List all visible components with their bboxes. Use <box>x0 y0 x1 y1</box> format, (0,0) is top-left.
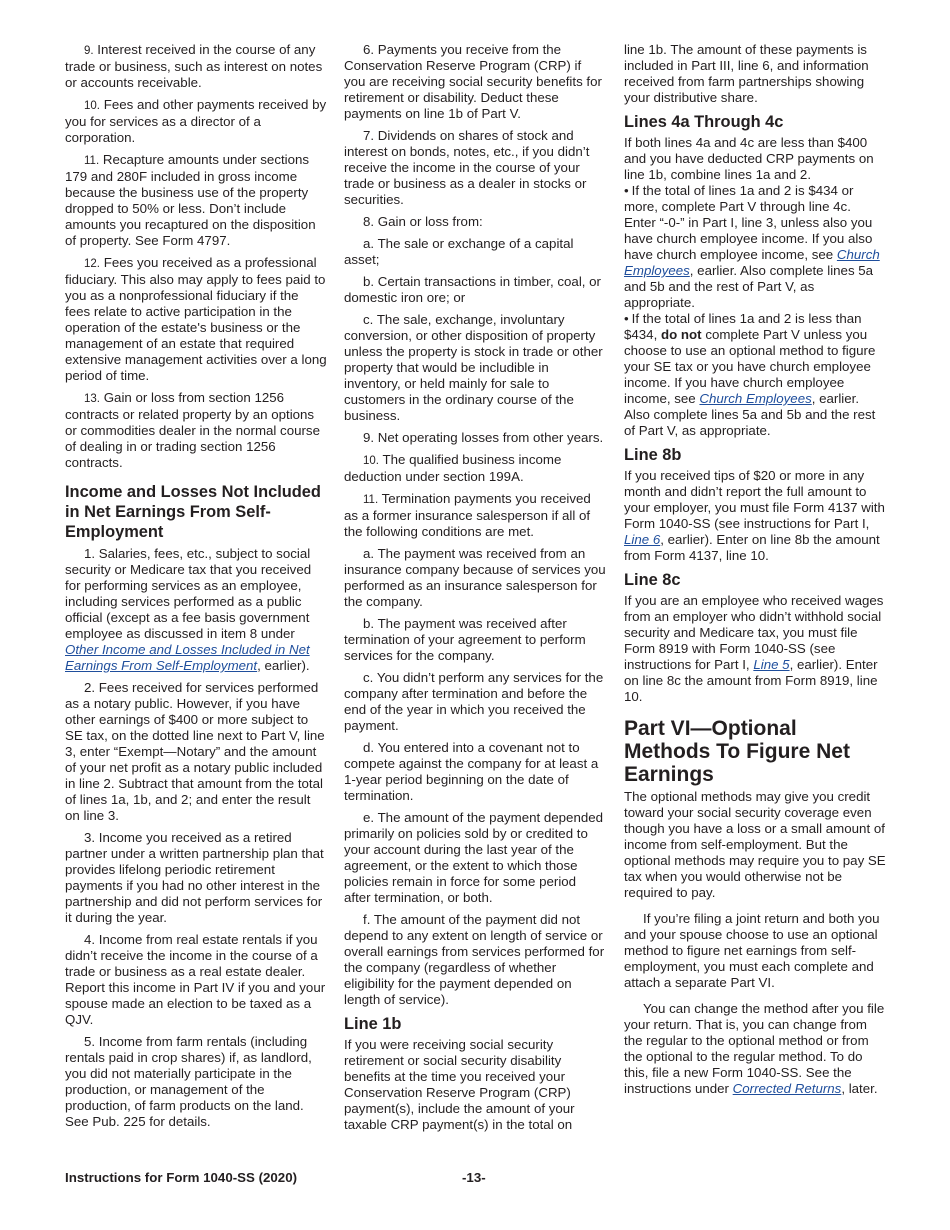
column-2 <box>344 42 606 1139</box>
bullet-item: • If the total of lines 1a and 2 is $434 or more, complete Part V through line 4c. Enter “-0-” in Part I, line 3, unless also you have church employee income. If you also have church employee income, see Church Employees, earlier. Also complete lines 5a and 5b and the rest of Part V, as appropriate. <box>624 183 880 310</box>
list-item: 7. Dividends on shares of stock and interest on bonds, notes, etc., if you didn’t receive the income in the course of your trade or business as a dealer in stocks or securities. <box>344 128 590 207</box>
lines-4-intro: If both lines 4a and 4c are less than $400 and you have deducted CRP payments on line 1b, combine lines 1a and 2. <box>624 135 874 182</box>
bullet-item: • If the total of lines 1a and 2 is less than $434, do not complete Part V unless you choose to use an optional method to figure your SE tax or you have church employee income. If you have church employee income, see Church Employees, earlier. Also complete lines 5a and 5b and the rest of Part V, as appropriate. <box>624 311 876 438</box>
list-item: c. You didn’t perform any services for the company after termination and before the end of the year in which you received the payment. <box>344 670 604 733</box>
link-other-income[interactable]: Other Income and Losses Included in Net Earnings From Self-Employment <box>65 642 310 673</box>
bullet-icon: • <box>624 311 629 326</box>
list-item: 6. Payments you receive from the Conservation Reserve Program (CRP) if you are receiving social security benefits for retirement or disability. Deduct these payments on line 1b of Part V. <box>344 42 602 121</box>
line-8b-text: If you received tips of $20 or more in any month and didn’t report the full amount to your employer, you must file Form 4137 with Form 1040-SS (see instructions for Part I, Line 6, earlier). Enter on line 8b the amount from Form 4137, line 10. <box>624 468 885 563</box>
section-heading: Income and Losses Not Included in Net Earnings From Self-Employment <box>65 483 321 541</box>
page-number: -13- <box>462 1170 486 1185</box>
list-item: a. The sale or exchange of a capital asset; <box>344 236 574 267</box>
footer-title: Instructions for Form 1040-SS (2020) <box>65 1170 298 1185</box>
list-item: 9. Interest received in the course of any trade or business, such as interest on notes or accounts receivable. <box>65 42 323 90</box>
list-item: b. The payment was received after termination of your agreement to perform services for the company. <box>344 616 586 663</box>
line-1b-text: If you were receiving social security retirement or social security disability benefits at the time you received your Conservation Reserve Program (CRP) payment(s), include the amount of your taxable CRP payment(s) in the total on <box>344 1037 575 1132</box>
column-1 <box>65 42 327 1136</box>
link-church-employees[interactable]: Church Employees <box>699 391 812 406</box>
part-vi-para: If you’re filing a joint return and both you and your spouse choose to use an optional method to figure net earnings from self-employment, you must each complete and attach a separate Part VI. <box>624 911 880 990</box>
list-item: 1. Salaries, fees, etc., subject to social security or Medicare tax that you received for performing services as an employee, including services performed as a public official (except as a fee basis government employee as discussed in item 8 under Other Income and Losses Included in Net Earnings From Self-Employment, earlier). <box>65 546 312 673</box>
list-item: 2. Fees received for services performed as a notary public. However, if you have other earnings of $400 or more subject to SE tax, on the dotted line next to Part V, line 3, enter “Exempt—Notary” and the amount of your net profit as a notary public included in line 2. Subtract that amount from the total of lines 1a, 1b, and 2; and enter the result on line 3. <box>65 680 325 823</box>
list-item: 10. The qualified business income deduction under section 199A. <box>344 452 562 484</box>
part-vi-para: You can change the method after you file your return. That is, you can change from the regular to the optional method or from the optional to the regular method. To do this, file a new Form 1040-SS. See the instructions under Corrected Returns, later. <box>624 1001 885 1096</box>
line-8b-heading: Line 8b <box>624 446 682 464</box>
line-8c-heading: Line 8c <box>624 571 681 589</box>
list-item: 13. Gain or loss from section 1256 contracts or related property by an options or commodities dealer in the normal course of dealing in or trading section 1256 contracts. <box>65 390 320 470</box>
list-item: 9. Net operating losses from other years. <box>363 430 604 445</box>
link-line-6[interactable]: Line 6 <box>624 532 661 547</box>
link-line-5[interactable]: Line 5 <box>753 657 790 672</box>
line-8c-text: If you are an employee who received wages from an employer who didn’t withhold social security and Medicare tax, you must file Form 8919 with Form 1040-SS (see instructions for Part I, Line 5, earlier). Enter on line 8c the amount from Form 8919, line 10. <box>624 593 884 704</box>
list-item: 12. Fees you received as a professional fiduciary. This also may apply to fees paid to you as a nonprofessional fiduciary if the fees relate to active participation in the operation of the estate's business or the management of an estate that required extensive management activities over a long period of time. <box>65 255 327 383</box>
list-item: 10. Fees and other payments received by you for services as a director of a corporation. <box>65 97 327 145</box>
part-vi-para: The optional methods may give you credit toward your social security coverage even though you have a loss or a small amount of income from self-employment. But the optional methods may require you to pay SE tax when you would otherwise not be required to pay. <box>624 789 886 900</box>
list-item: 11. Termination payments you received as a former insurance salesperson if all of the following conditions are met. <box>344 491 591 539</box>
list-item: 8. Gain or loss from: <box>363 214 483 229</box>
bullet-icon: • <box>624 183 629 198</box>
list-item: 11. Recapture amounts under sections 179 and 280F included in gross income because the business use of the property dropped to 50% or less. Don’t include amounts you recaptured on the disposition of property. See Form 4797. <box>65 152 316 248</box>
list-item: b. Certain transactions in timber, coal, or domestic iron ore; or <box>344 274 601 305</box>
list-item: d. You entered into a covenant not to compete against the company for at least a 1-year period beginning on the date of termination. <box>344 740 599 803</box>
lines-4a-4c-heading: Lines 4a Through 4c <box>624 113 784 131</box>
list-item: c. The sale, exchange, involuntary conversion, or other disposition of property unless the property is stock in trade or other property that would be includible in inventory, or held mainly for sale to customers in the ordinary course of the business. <box>344 312 603 423</box>
list-item: e. The amount of the payment depended primarily on policies sold by or credited to your account during the last year of the agreement, or the extent to which those policies remain in force for some period after termination, or both. <box>344 810 604 905</box>
link-church-employees[interactable]: Church Employees <box>624 247 880 278</box>
column-3 <box>624 42 886 1105</box>
link-corrected-returns[interactable]: Corrected Returns <box>732 1081 842 1096</box>
list-item: f. The amount of the payment did not depend to any extent on length of service or overall earnings from services performed for the company (regardless of whether eligibility for the payment depended on length of service). <box>344 912 605 1007</box>
continued-text: line 1b. The amount of these payments is included in Part III, line 6, and information received from farm partnerships showing your distributive share. <box>624 42 869 105</box>
list-item: 3. Income you received as a retired partner under a written partnership plan that provides lifelong periodic retirement payments if you had no other interest in the partnership and did not perform services for it during the year. <box>65 830 324 925</box>
list-item: 5. Income from farm rentals (including rentals paid in crop shares) if, as landlord, you did not materially participate in the production, or management of the production, of farm products on the land. See Pub. 225 for details. <box>65 1034 312 1129</box>
line-1b-heading: Line 1b <box>344 1015 402 1033</box>
list-item: a. The payment was received from an insurance company because of services you performed as an insurance salesperson for the company. <box>344 546 606 609</box>
list-item: 4. Income from real estate rentals if you didn’t receive the income in the course of a trade or business as a real estate dealer. Report this income in Part IV if you and your spouse made an election to be taxed as a QJV. <box>65 932 326 1027</box>
part-vi-heading: Part VI—Optional Methods To Figure Net Earnings <box>624 717 850 786</box>
